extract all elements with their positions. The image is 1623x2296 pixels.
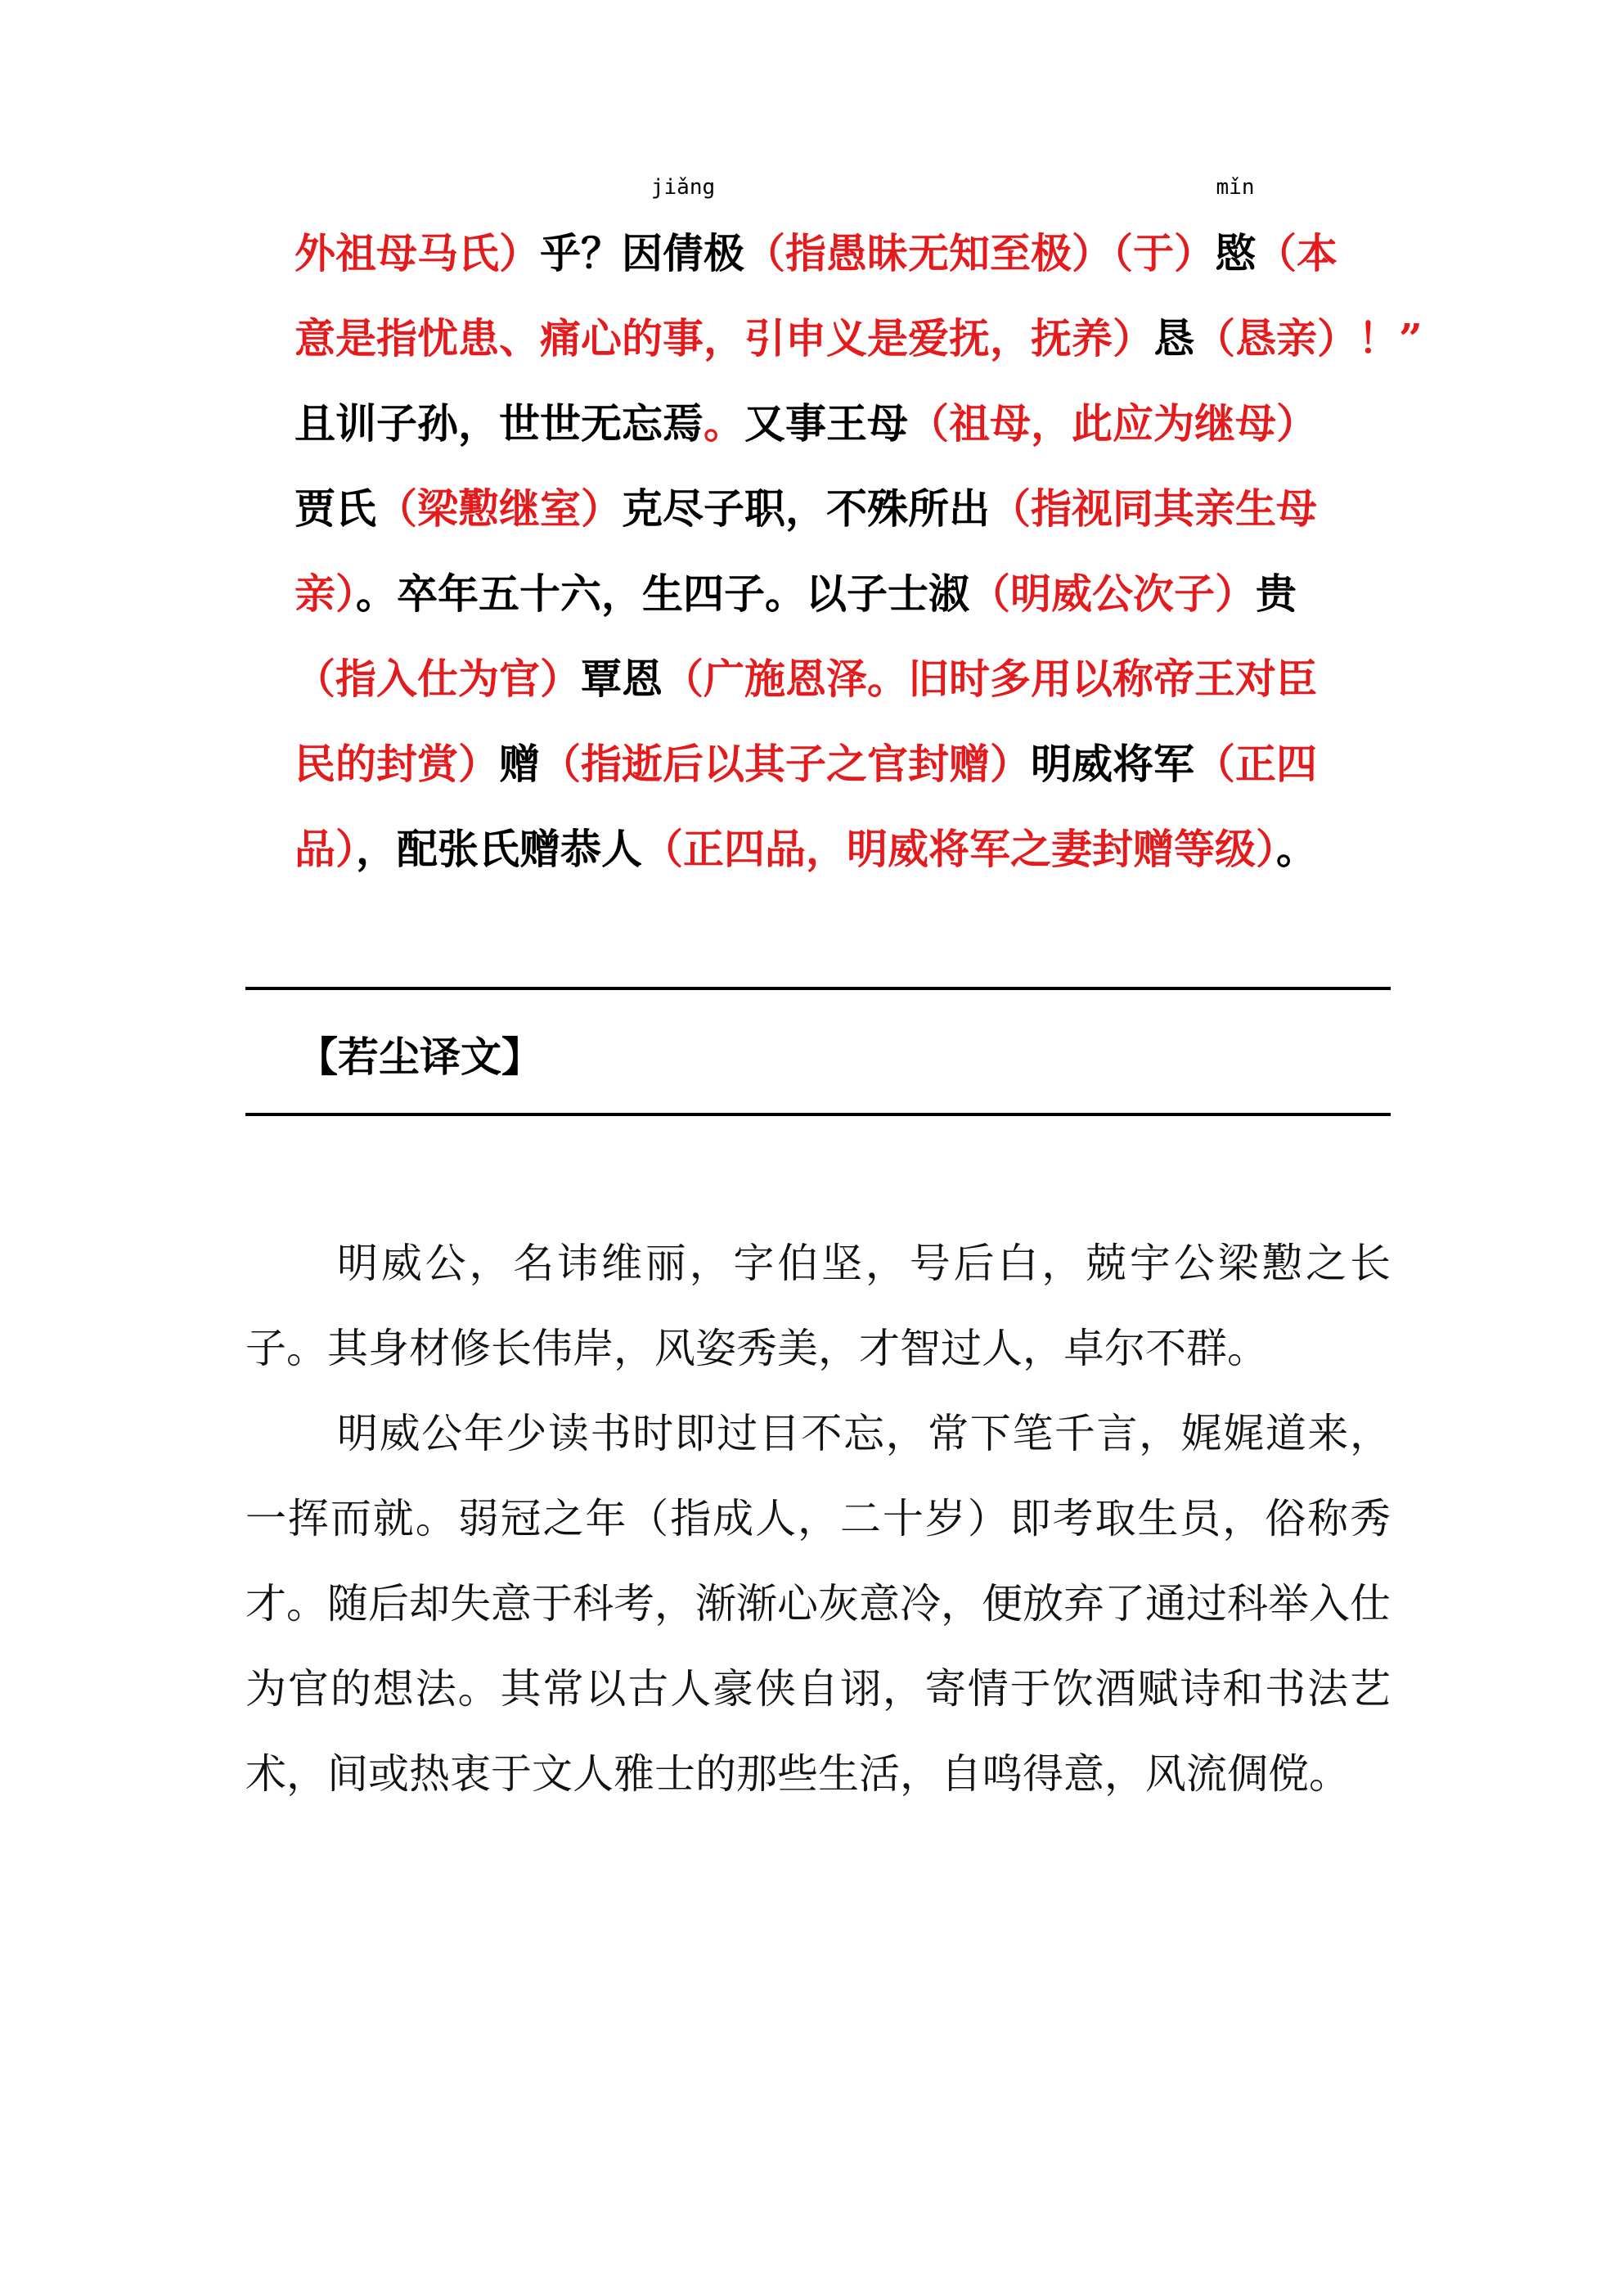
annotation-line: [294, 722, 1391, 807]
source-text: 又事王母: [744, 399, 908, 448]
source-text: 明威将军: [1031, 740, 1194, 788]
translation-body: [245, 1221, 1391, 1817]
annotation-note: （正四: [1194, 740, 1317, 788]
translation-paragraph-1: 明威公，名讳维丽，字伯坚，号后白，兢宇公梁懃之长子。其身材修长伟岸，风姿秀美，才智过人，卓尔不群。: [245, 1240, 1391, 1372]
annotated-character: [1215, 175, 1256, 296]
annotated-character: [650, 175, 716, 296]
source-text: 覃恩: [581, 655, 663, 703]
top-divider: [245, 987, 1391, 990]
annotation-note: （祖母，此应为继母）: [908, 399, 1317, 448]
source-text: 贾氏: [294, 484, 376, 533]
annotation-note: （指入仕为官）: [294, 655, 581, 703]
annotation-line: [294, 381, 1391, 466]
annotation-note: （本: [1256, 229, 1338, 277]
source-text: 克尽子职，不殊所出: [622, 484, 990, 533]
annotation-note: （指愚昧无知至极）（于）: [744, 229, 1215, 277]
source-text: ，配张氏赠恭人: [356, 825, 642, 873]
annotation-note: 外祖母马氏）: [294, 229, 540, 277]
annotation-line: [294, 807, 1391, 892]
annotation-line: [294, 551, 1391, 637]
source-text: 赠: [499, 740, 540, 788]
annotation-note: （明威公次子）: [969, 569, 1256, 618]
source-text: 贵: [1256, 569, 1297, 618]
annotation-note: 。: [704, 399, 744, 448]
annotation-note: （广施恩泽。旧时多用以称帝王对臣: [663, 655, 1317, 703]
annotation-block: [294, 175, 1423, 892]
annotation-note: （梁懃继室）: [376, 484, 622, 533]
annotation-line: [294, 637, 1391, 722]
source-text: 极: [704, 229, 744, 277]
annotation-line: [294, 466, 1391, 551]
annotation-line: [294, 296, 1423, 381]
annotation-note: 民的封赏）: [294, 740, 499, 788]
source-text: 。: [1276, 825, 1317, 873]
source-text: 。卒年五十六，生四子。以子士淑: [356, 569, 969, 618]
annotation-note: 意是指忧患、痛心的事，引申义是爱抚，抚养）: [294, 314, 1153, 362]
annotation-note: （正四品，明威将军之妻封赠等级）: [642, 825, 1276, 873]
annotation-note: 亲）: [294, 569, 356, 618]
annotation-note: （指视同其亲生母: [990, 484, 1317, 533]
annotated-character-text: 倩: [663, 229, 704, 277]
translation-paragraph-2: 明威公年少读书时即过目不忘，常下笔千言，娓娓道来，一挥而就。弱冠之年（指成人，二十岁）即考取生员，俗称秀才。随后却失意于科考，渐渐心灰意冷，便放弃了通过科举入仕为官的想法。其常以古人豪侠自诩，寄情于饮酒赋诗和书法艺术，间或热衷于文人雅士的那些生活，自鸣得意，风流倜傥。: [245, 1410, 1391, 1798]
source-text: 乎？因: [540, 229, 663, 277]
annotation-note: （指逝后以其子之官封赠）: [540, 740, 1031, 788]
section-title: 【若尘译文】: [297, 1033, 542, 1081]
annotated-character-text: 愍: [1215, 229, 1256, 277]
pinyin-annotation: jiǎng: [650, 175, 716, 200]
annotation-note: 品）: [294, 825, 356, 873]
bottom-divider: [245, 1113, 1391, 1116]
source-text: 恳: [1153, 314, 1194, 362]
annotation-note: （恳亲）！”: [1194, 314, 1423, 362]
pinyin-annotation: mǐn: [1216, 175, 1255, 200]
source-text: 且训子孙，世世无忘焉: [294, 399, 704, 448]
annotation-line: [294, 175, 1391, 296]
